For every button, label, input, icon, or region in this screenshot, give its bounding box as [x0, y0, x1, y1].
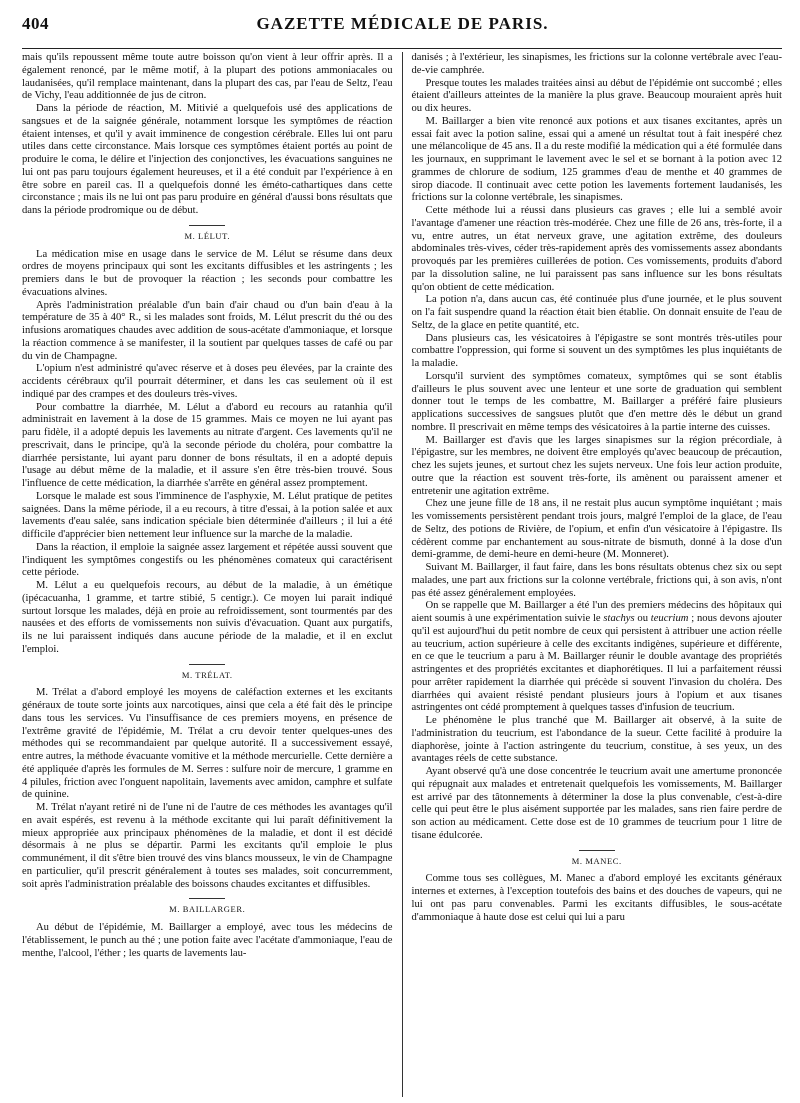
section-rule	[579, 850, 615, 851]
paragraph: Après l'administration préalable d'un bain d'air chaud ou d'un bain d'eau à la température de 35 à 40° R., si les malades sont froids, M. Lélut prescrit du thé ou des infusions aromatiques chaudes avec addition de sous-acétate d'ammoniaque, et lorsque la réaction commence à se manifester, il la soutient par quelques tasses de café ou par du vin de Champagne.	[22, 299, 393, 362]
paragraph: Suivant M. Baillarger, il faut faire, dans les bons résultats obtenus chez six ou sept malades, une part aux frictions sur la colonne vertébrale, frictions qui, à son avis, n'ont pas été assez généralement employées.	[411, 562, 782, 599]
section-heading-trelat	[22, 664, 393, 682]
paragraph: Dans la période de réaction, M. Mitivié a quelquefois usé des applications de sangsues et de la saignée générale, notamment lorsque les symptômes de réaction étaient intenses, et qu'il y avait imminence de congestion cérébrale. Elles lui ont paru utiles dans cette circonstance. Mais lorsque ces symptômes étaient portés au point de produire le coma, le délire et l'injection des conjonctives, les évacuations sanguines ne lui ont pas paru toujours également heureuses, et il a été conduit par l'expérience à en être sobre en pareil cas. Il a quelquefois donné les éméto-cathartiques dans cette circonstance ; mais ils ne lui ont pas paru produire en général d'aussi bons résultats que dans la période prodromique ou de début.	[22, 103, 393, 216]
paragraph: La médication mise en usage dans le service de M. Lélut se résume dans deux ordres de moyens principaux qui sont les excitants diffusibles et les astringents ; les premiers dans le but de provoquer la réaction ; les seconds pour combattre les évacuations alvines.	[22, 248, 393, 298]
section-heading-lelut	[22, 225, 393, 243]
section-title: M. LÉLUT.	[184, 230, 231, 241]
paragraph: Cette méthode lui a réussi dans plusieurs cas graves ; elle lui a semblé avoir l'avantage d'amener une réaction très-modérée. Chez une fille de 26 ans, très-forte, il a vu, entre autres, un état nerveux grave, une agitation extrême, des douleurs abdominales très-vives, céder très-rapidement après des vomissements assez abondants provoqués par les premières cuillerées de potion. Ces vomissements, produits d'abord par la dissolution saline, ne lui paraissent pas sans influence sur les bons résultats qu'on obtient de cette médication.	[411, 205, 782, 293]
section-title: M. TRÉLAT.	[181, 669, 233, 680]
paragraph: Lorsque le malade est sous l'imminence de l'asphyxie, M. Lélut pratique de petites saignées. Dans la même période, il a eu recours, à titre d'essai, à la potion salée et aux lavements d'eau salée, sans indication spéciale bien déterminée d'ailleurs ; il lui a été difficile d'apprécier bien nettement leur influence sur la marche de la maladie.	[22, 490, 393, 540]
paragraph: Ayant observé qu'à une dose concentrée le teucrium avait une amertume prononcée qui répugnait aux malades et entretenait quelquefois les vomissements, M. Baillarger est arrivé par des tâtonnements à déterminer la dose la plus convenable, c'est-à-dire celle qui peut être le plus aisément supportée par les malades, sans rien faire perdre de son action au médicament. Cette dose est de 10 grammes de teucrium pour 1 litre de tisane édulcorée.	[411, 766, 782, 841]
paragraph: M. Baillarger est d'avis que les larges sinapismes sur la région précordiale, à l'épigastre, sur les membres, ne doivent être employés qu'avec beaucoup de précaution, chez les sujets jeunes, et surtout chez les sujets nerveux. Une fois leur action produite, outre que la réaction est souvent très-forte, ils amènent ou paraissent amener et entretenir une agitation extrême.	[411, 434, 782, 497]
italic-term-teucrium: teucrium	[650, 613, 689, 624]
section-rule	[189, 898, 225, 899]
paragraph: La potion n'a, dans aucun cas, été continuée plus d'une journée, et le plus souvent on l'a fait suspendre quand la réaction était bien établie. On donnait ensuite de l'eau de Seltz, de la glace en petite quantité, etc.	[411, 294, 782, 331]
section-heading-baillarger	[22, 898, 393, 916]
text-run: ; nous devons ajouter qu'il est aujourd'hui du petit nombre de ceux qui persistent à attribuer une action réelle au teucrium, action supérieure à celle des excitants indigènes, supérieure et différente, en ce que le teucrium a paru à M. Baillarger réunir le double avantage des propriétés astringentes et des propriétés excitantes et diaphorétiques. Il lui a parfaitement réussi pour arrêter rapidement la diarrhée qui précède si souvent l'invasion du choléra. Des diarrhées qui avaient résisté pendant plusieurs jours à l'opium et aux tisanes astringentes ont cédé promptement à quelques tasses d'infusion de teucrium.	[411, 613, 782, 714]
page-number: 404	[22, 14, 49, 33]
text-run: ou	[634, 613, 651, 624]
paragraph: mais qu'ils repoussent même toute autre boisson qu'on vient à leur offrir après. Il a également renoncé, par le même motif, à la plupart des potions ammoniacales ou laudanisées, qu'il remplace maintenant, dans la plupart des cas, par l'eau de Seltz, l'eau de Vichy, l'eau additionnée de jus de citron.	[22, 52, 393, 102]
text-run: On se rappelle que M. Baillarger a été l'un des premiers médecins des hôpitaux qui aient soumis à une expérimentation suivie le	[411, 600, 782, 624]
italic-term-stachys: stachys	[603, 613, 635, 624]
paragraph: Au début de l'épidémie, M. Baillarger a employé, avec tous les médecins de l'établissement, le punch au thé ; une potion faite avec l'acétate d'ammoniaque, l'eau de menthe, l'alcool, l'éther ; les quarts de lavements lau-	[22, 922, 393, 959]
section-rule	[189, 225, 225, 226]
paragraph: Pour combattre la diarrhée, M. Lélut a d'abord eu recours au ratanhia qu'il administrait en lavement à la dose de 15 grammes. Mais ce moyen ne lui ayant pas paru fidèle, il a adopté depuis les lavements au nitrate d'argent. Ces lavements qu'il ne prescrivait, dans le principe, qu'à la seconde période du choléra, pour combattre la diarrhée persistante, lui ayant paru donner de bons résultats, il en a adopté depuis l'usage au début même de la maladie, et il assure s'en être très-bien trouvé. Sous l'influence de cette médication, la diarrhée s'arrête en général assez promptement.	[22, 401, 393, 489]
section-title: M. BAILLARGER.	[169, 904, 246, 915]
journal-title: GAZETTE MÉDICALE DE PARIS.	[256, 14, 549, 33]
paragraph: M. Trélat a d'abord employé les moyens de caléfaction externes et les excitants généraux de toute sorte joints aux narcotiques, ainsi que cela a été fait dès le principe dans tous les services. Vu l'insuffisance de ces premiers moyens, en présence de l'extrême gravité de l'épidémie, M. Trélat a cru devoir tenter quelques-unes des méthodes qui se recommandaient par quelque autorité. Il a successivement essayé, entre autres, la méthode évacuante vomitive et la méthode mercurielle. Cette dernière a été appliquée d'après les formules de M. Serres : sulfure noir de mercure, 1 gramme en 4 pilules, friction avec l'onguent napolitain, lavements avec amidon, camphre et sulfate de quinine.	[22, 687, 393, 801]
paragraph-teucrium	[412, 600, 783, 715]
paragraph: M. Lélut a eu quelquefois recours, au début de la maladie, à un émétique (ipécacuanha, 1 gramme, et tartre stibié, 5 centigr.). Ce moyen lui parait indiqué surtout lorsque les malades, déjà en proie au refroidissement, sont tourmentés par des nausées et des efforts de vomissements non suivis d'évacuation. Quant aux purgatifs, ils ne lui paraissent indiqués dans aucune période de la maladie, et il en exclut l'emploi.	[22, 580, 393, 655]
section-rule	[189, 664, 225, 665]
paragraph: Comme tous ses collègues, M. Manec a d'abord employé les excitants généraux internes et externes, à l'exception toutefois des bains et des douches de vapeurs, qui ne lui ont pas paru convenables. Parmi les excitants diffusibles, le sous-acétate d'ammoniaque à haute dose est celui qui lui a paru	[411, 873, 782, 923]
article-columns	[22, 52, 782, 1097]
paragraph: Chez une jeune fille de 18 ans, il ne restait plus aucun symptôme inquiétant ; mais les vomissements persistèrent pendant trois jours, malgré l'emploi de la glace, de l'eau de Seltz, des potions de Rivière, de l'opium, et enfin d'un vésicatoire à l'épigastre. Ils cédèrent comme par enchantement au sous-nitrate de bismuth, donné à la dose d'un demi-gramme, de demi-heure en demi-heure (M. Monneret).	[411, 498, 782, 561]
page-header	[22, 14, 782, 44]
section-heading-manec	[412, 850, 783, 868]
paragraph: Lorsqu'il survient des symptômes comateux, symptômes qui se sont établis d'ailleurs le plus souvent avec une lenteur et une sorte de graduation qui semblent donner tout le temps de les combattre, M. Baillarger a préféré faire plusieurs applications successives de sangsues plutôt que d'en mettre dès le début un grand nombre. Il prescrivait en même temps des vésicatoires à la partie interne des cuisses.	[411, 370, 782, 433]
paragraph: M. Baillarger a bien vite renoncé aux potions et aux tisanes excitantes, après un essai fait avec la potion saline, essai qui a amené un résultat tout à fait inespéré chez une mélancolique de 45 ans. Il a du reste modifié la médication qui a été formulée dans les journaux, en supprimant le lavement avec le sel et se bornant à la potion avec 12 grammes de chlorure de sodium, 125 grammes d'eau de menthe et 40 grammes de sirop diacode. Il continuait avec cette potion les lavements fortement laudanisés, les frictions sur la colonne vertébrale, les sinapismes.	[411, 115, 782, 204]
paragraph: M. Trélat n'ayant retiré ni de l'une ni de l'autre de ces méthodes les avantages qu'il en avait espérés, est revenu à la méthode excitante qui lui paraît définitivement la mieux appropriée aux principaux phénomènes de la maladie, et dont il est décidé désormais à ne plus se départir. Parmi les excitants qu'il emploie le plus communément, il dit s'être bien trouvé des vins blancs mousseux, le vin de Champagne en particulier, qu'il prescrit généralement à toutes ses malades, soit concurremment, soit après l'administration préalable des boissons chaudes excitantes et diffusibles.	[22, 802, 393, 890]
left-column	[22, 52, 403, 1097]
header-rule	[22, 48, 782, 49]
paragraph: Presque toutes les malades traitées ainsi au début de l'épidémie ont succombé ; elles étaient d'ailleurs atteintes de la manière la plus grave. Beaucoup mouraient après huit ou dix heures.	[411, 77, 782, 114]
section-title: M. MANEC.	[571, 855, 622, 866]
right-column	[403, 52, 783, 1097]
paragraph: danisés ; à l'extérieur, les sinapismes, les frictions sur la colonne vertébrale avec l'eau-de-vie camphrée.	[411, 52, 782, 76]
paragraph: Dans la réaction, il emploie la saignée assez largement et répétée aussi souvent que l'indiquent les symptômes congestifs ou les phénomènes comateux qui caractérisent cette période.	[22, 541, 393, 579]
paragraph: Le phénomène le plus tranché que M. Baillarger ait observé, à la suite de l'administration du teucrium, est l'abondance de la sueur. Cette facilité à produire la diaphorèse, jointe à l'action astringente du teucrium, constitue, à ses yeux, un des avantages réels de cette substance.	[411, 715, 782, 765]
paragraph: Dans plusieurs cas, les vésicatoires à l'épigastre se sont montrés très-utiles pour combattre l'oppression, qui forme si souvent un des symptômes les plus inquiétants de la maladie.	[411, 332, 782, 369]
paragraph: L'opium n'est administré qu'avec réserve et à doses peu élevées, par la crainte des accidents cérébraux qu'il pourrait déterminer, et dans les cas seulement où il est indiqué par des crampes et des douleurs très-vives.	[22, 363, 393, 400]
